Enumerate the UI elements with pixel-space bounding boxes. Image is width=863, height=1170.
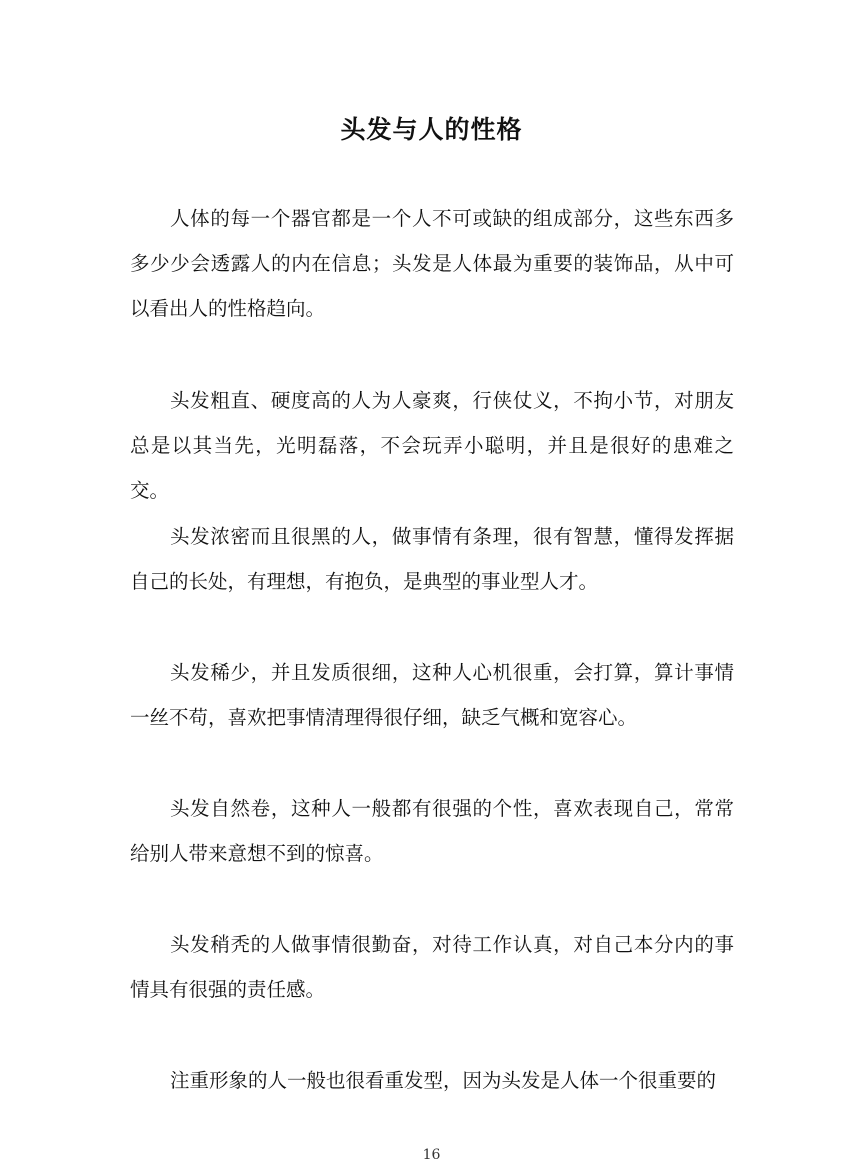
- page-title: 头发与人的性格: [340, 115, 523, 144]
- paragraph-coarse-straight-hair: 头发粗直、硬度高的人为人豪爽，行侠仗义，不拘小节，对朋友总是以其当先，光明磊落，不会玩弄小聪明，并且是很好的患难之交。: [130, 389, 734, 502]
- paragraph-curly-hair: 头发自然卷，这种人一般都有很强的个性，喜欢表现自己，常常给别人带来意想不到的惊喜。: [130, 797, 734, 865]
- paragraph-sparse-fine-hair: 头发稀少，并且发质很细，这种人心机很重，会打算，算计事情一丝不苟，喜欢把事情清理得很仔细，缺乏气概和宽容心。: [130, 661, 734, 729]
- paragraph-image-conscious: 注重形象的人一般也很看重发型，因为头发是人体一个很重要的: [170, 1069, 717, 1092]
- page-number: 16: [422, 1147, 441, 1163]
- paragraph-balding-hair: 头发稍秃的人做事情很勤奋，对待工作认真，对自己本分内的事情具有很强的责任感。: [130, 933, 734, 1001]
- paragraph-thick-black-hair: 头发浓密而且很黑的人，做事情有条理，很有智慧，懂得发挥据自己的长处，有理想，有抱负，是典型的事业型人才。: [130, 525, 734, 593]
- paragraph-intro: 人体的每一个器官都是一个人不可或缺的组成部分，这些东西多多少少会透露人的内在信息；头发是人体最为重要的装饰品，从中可以看出人的性格趋向。: [130, 207, 734, 320]
